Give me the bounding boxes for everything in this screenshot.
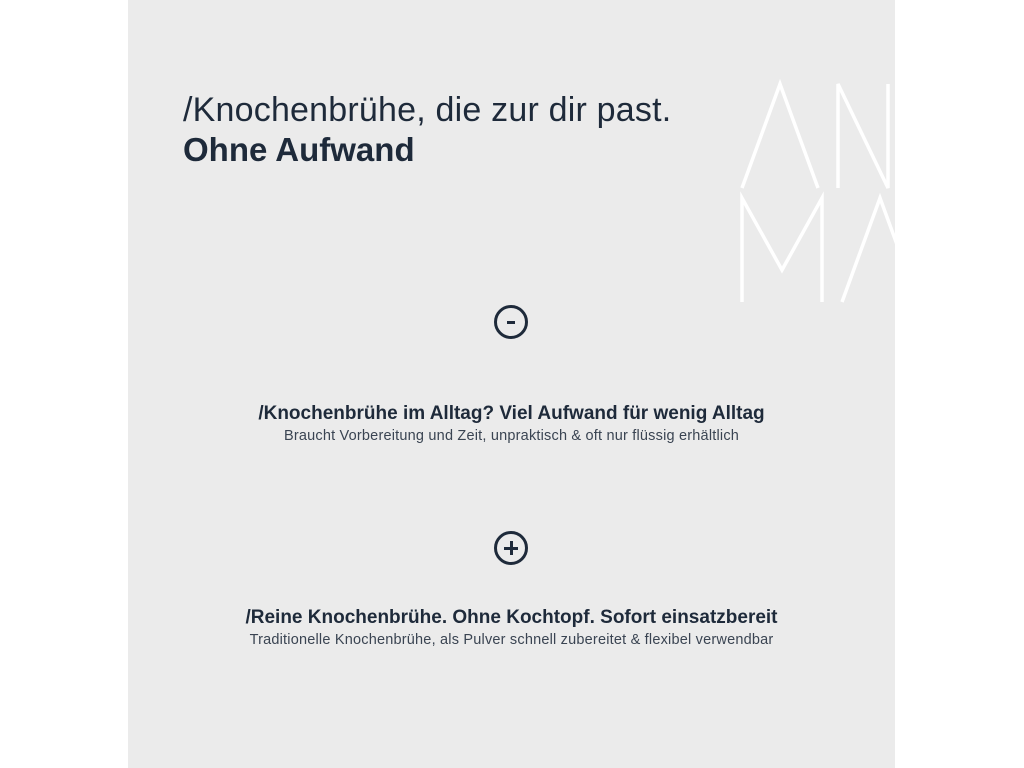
plus-sign-vertical xyxy=(510,541,513,555)
plus-circle-icon xyxy=(494,531,528,565)
minus-section xyxy=(128,402,895,446)
watermark-letters xyxy=(738,70,895,310)
headline xyxy=(183,90,671,170)
plus-section xyxy=(128,606,895,650)
minus-section-subtitle: Braucht Vorbereitung und Zeit, unpraktisch & oft nur flüssig erhältlich xyxy=(283,428,740,444)
headline-line-1: /Knochenbrühe, die zur dir past. xyxy=(183,91,672,129)
plus-section-title: /Reine Knochenbrühe. Ohne Kochtopf. Sofort einsatzbereit xyxy=(245,607,778,628)
minus-section-title: /Knochenbrühe im Alltag? Viel Aufwand für wenig Alltag xyxy=(258,403,765,424)
headline-line-2: Ohne Aufwand xyxy=(183,131,415,168)
minus-sign xyxy=(507,321,515,324)
content-panel xyxy=(128,0,895,768)
plus-section-subtitle: Traditionelle Knochenbrühe, als Pulver schnell zubereitet & flexibel verwendbar xyxy=(249,632,774,648)
minus-circle-icon xyxy=(494,305,528,339)
brand-watermark-logo xyxy=(738,70,895,310)
